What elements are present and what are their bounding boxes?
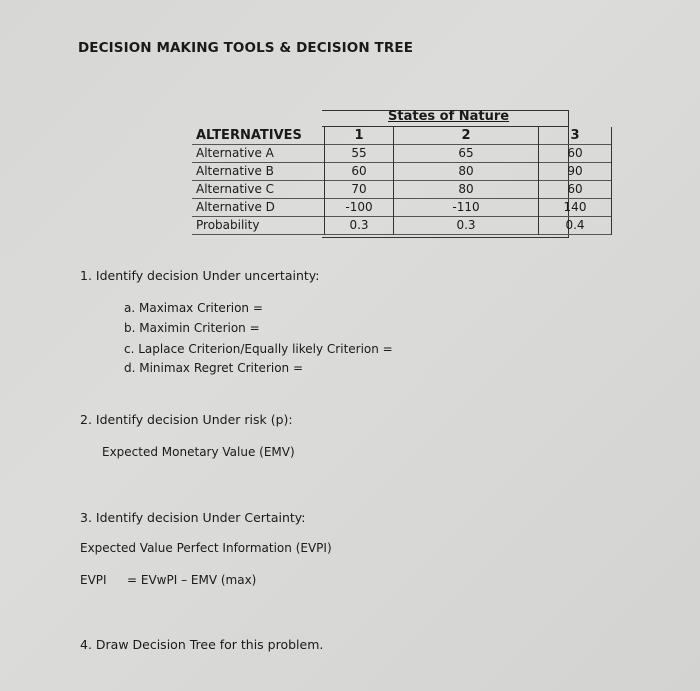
state-2-header: 2 xyxy=(394,127,539,145)
q1-item-c: c. Laplace Criterion/Equally likely Criterion = xyxy=(124,342,393,356)
q1-item-a: a. Maximax Criterion = xyxy=(124,301,263,315)
table-row xyxy=(192,145,612,163)
table-row xyxy=(192,163,612,181)
payoff-table xyxy=(192,127,612,235)
table-cell: 0.3 xyxy=(349,218,369,232)
row-label: Alternative C xyxy=(192,181,325,199)
q1-item-d: d. Minimax Regret Criterion = xyxy=(124,361,304,375)
table-row xyxy=(192,199,612,217)
q2-emv-line: Expected Monetary Value (EMV) xyxy=(102,445,295,459)
q1-heading: 1. Identify decision Under uncertainty: xyxy=(80,268,320,283)
table-row xyxy=(192,217,612,235)
states-of-nature-header: States of Nature xyxy=(388,109,510,124)
state-3-header: 3 xyxy=(539,127,612,145)
table-cell: 80 xyxy=(394,163,539,181)
row-label: Alternative B xyxy=(192,163,325,181)
evpi-formula: = EVwPI – EMV (max) xyxy=(127,573,257,587)
row-label: Alternative A xyxy=(192,145,325,163)
table-cell: 55 xyxy=(351,146,367,160)
table-cell: 60 xyxy=(351,164,367,178)
table-cell: -100 xyxy=(345,200,373,214)
table-header-row xyxy=(192,127,612,145)
q1-item-b: b. Maximin Criterion = xyxy=(124,321,260,335)
row-label: Alternative D xyxy=(192,199,325,217)
alternatives-header: ALTERNATIVES xyxy=(192,127,325,145)
table-cell: 80 xyxy=(394,181,539,199)
table-cell: 0.3 xyxy=(394,217,539,235)
row-label: Probability xyxy=(192,217,325,235)
table-cell: 60 xyxy=(539,181,612,199)
q3-heading: 3. Identify decision Under Certainty: xyxy=(80,510,306,525)
q4-heading: 4. Draw Decision Tree for this problem. xyxy=(80,637,324,652)
table-cell: 60 xyxy=(539,145,612,163)
evpi-label: EVPI xyxy=(80,573,107,587)
q3-evpi-line: Expected Value Perfect Information (EVPI) xyxy=(80,541,332,555)
q2-heading: 2. Identify decision Under risk (p): xyxy=(80,412,293,427)
table-cell: 70 xyxy=(351,182,367,196)
table-cell: 140 xyxy=(539,199,612,217)
table-cell: -110 xyxy=(394,199,539,217)
table-cell: 90 xyxy=(539,163,612,181)
document-title: DECISION MAKING TOOLS & DECISION TREE xyxy=(78,40,414,56)
table-cell: 65 xyxy=(394,145,539,163)
state-1-header: 1 xyxy=(354,128,364,143)
table-cell: 0.4 xyxy=(539,217,612,235)
table-row xyxy=(192,181,612,199)
